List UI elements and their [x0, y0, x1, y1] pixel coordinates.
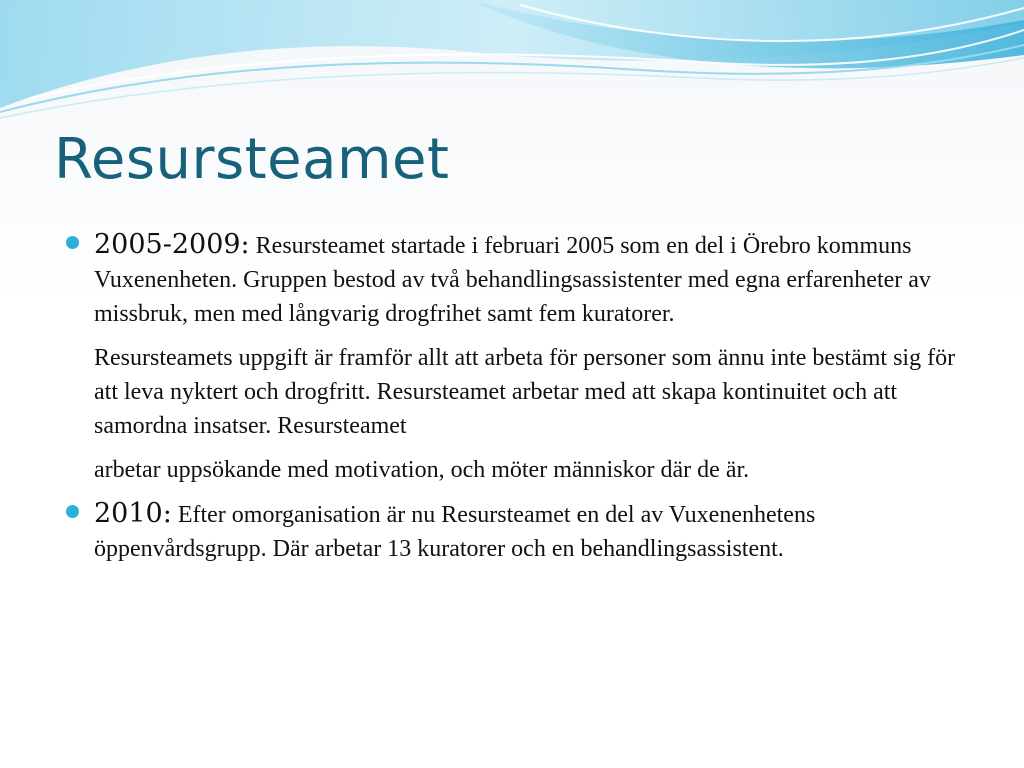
decorative-wave-header	[0, 0, 1024, 120]
list-item	[62, 497, 967, 566]
page-title: Resursteamet	[54, 127, 450, 192]
bullet-list	[62, 228, 967, 576]
bullet-year: 2005-2009:	[94, 229, 250, 260]
bullet-paragraph	[94, 497, 967, 566]
bullet-text: Resursteamet startade i februari 2005 som en del i Örebro kommuns Vuxenenheten. Gruppen bestod av två behandlingsassistenter med egna erfarenheter av missbruk, men med långvarig drogfrihet samt fem kuratorer.	[94, 233, 931, 327]
bullet-paragraph	[94, 228, 967, 331]
bullet-text: Efter omorganisation är nu Resursteamet en del av Vuxenenhetens öppenvårdsgrupp. Där arbetar 13 kuratorer och en behandlingsassistent.	[94, 502, 816, 562]
bullet-dot-icon	[66, 505, 79, 518]
bullet-dot-icon	[66, 236, 79, 249]
bullet-year: 2010:	[94, 498, 172, 529]
bullet-paragraph-2: Resursteamets uppgift är framför allt att arbeta för personer som ännu inte bestämt sig för att leva nyktert och drogfritt. Resursteamet arbetar med att skapa kontinuitet och att samordna insatser. Resursteamet	[94, 345, 956, 439]
list-item	[62, 228, 967, 487]
bullet-paragraph-2-tail: arbetar uppsökande med motivation, och möter människor där de är.	[94, 457, 750, 483]
